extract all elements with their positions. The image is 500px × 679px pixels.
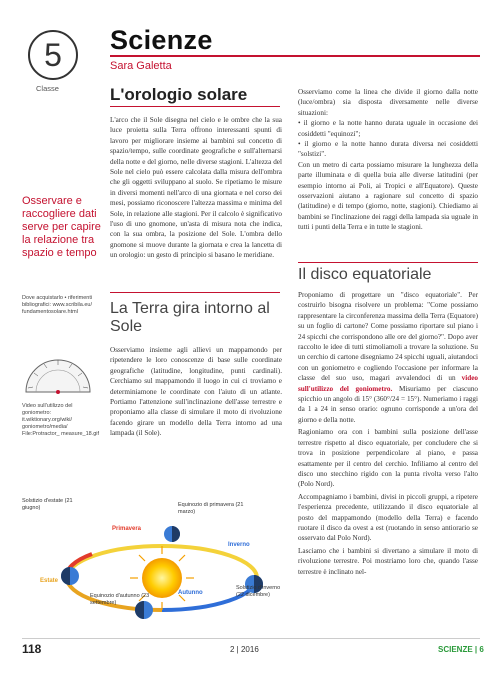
section2-body: [298, 290, 478, 577]
page-number: 118: [22, 642, 42, 656]
class-number: 5: [44, 37, 62, 73]
video-caption: Video sull'utilizzo del goniometro: it.wiktionary.org/wiki/ goniometro/media/ File:Protractor_ measure_18.gif: [22, 403, 100, 437]
class-label: Classe: [36, 84, 59, 93]
section1-title: La Terra gira intorno al Sole: [110, 300, 270, 335]
label-equinox-autumn: Equinozio d'autunno (23 settembre): [90, 593, 150, 606]
label-primavera: Primavera: [112, 526, 142, 532]
footer-rule: [22, 638, 480, 639]
label-estate: Estate: [40, 578, 59, 584]
label-solstice-summer: Solstizio d'estate (21 giugno): [22, 498, 73, 511]
earth-icon-spring: [164, 526, 180, 542]
label-solstice-winter: Solstizio d'inverno (22 dicembre): [236, 585, 281, 598]
sidebar-callout: Osservare e raccogliere dati serve per capire la relazione tra spazio e tempo: [22, 195, 101, 259]
video-link[interactable]: video sull'utilizzo del goniometro.: [298, 374, 478, 393]
right-paragraph-2: Con un metro di carta possiamo misurare la lunghezza della parte illuminata e di quella buia alle diverse latitudini (per esempio intorno ai Poli, ai Tropici e all'Equatore). Queste osservazioni aiutano a ragionare sul concetto di spazio (latitudine) e di tempo (giorno, notte, stagioni). Chiediamo ai bambini se l'inclinazione dei raggi della lampada sia uguale in tutti i punti della Terra e in tutte le stagioni.: [298, 160, 478, 232]
label-inverno: Inverno: [228, 542, 250, 548]
right-column-text: [298, 87, 478, 233]
right-paragraph-1: Osserviamo come la linea che divide il giorno dalla notte (luce/ombra) sia disposta diversamente nelle diverse situazioni:: [298, 88, 478, 117]
article-title: L'orologio solare: [110, 85, 248, 104]
section2-paragraph-1: Proponiamo di progettare un "disco equatoriale". Per costruirlo bisogna risolvere un problema: "Come possiamo rappresentare la circonferenza massima della Terra (Equatore) su un foglio di cartone? Come possiamo riportare sul piano i 24 spicchi che corrispondono alle ore del giorno?". Dopo aver raccolto le idee di tutti stimoliamoli a trovare la soluzione. Su un cerchio di cartone disegniamo 24 spicchi uguali, aiutandoci con un goniometro e cogliendo l'occasione per informare la classe del suo uso, magari avvalendoci di un video sull'utilizzo del goniometro. Misuriamo per ciascuno spicchio un angolo di 15° (360°/24 = 15°). Numeriamo i raggi da 1 a 24 in senso orario: ognuno corrisponde a un'ora del giorno e della notte.: [298, 291, 479, 424]
section1-rule: [110, 292, 280, 293]
section2-paragraph-4: Lasciamo che i bambini si divertano a simulare il moto di rivoluzione terrestre. Poi mostriamo loro che, quando l'asse terrestre è inclinato nel-: [298, 546, 478, 576]
article-intro: L'arco che il Sole disegna nel cielo e le ombre che la sua luce proietta sulla Terra offrono interessanti spunti di lavoro per migliorare insieme ai bambini sul concetto di spazio/tempo, sulle coordinate geografiche e sull'alternarsi della notte e del giorno, nelle diverse stagioni. L'altezza del Sole nel cielo può essere calcolata dalla misura dell'ombra che gli oggetti sviluppano al suolo. Se ripetiamo le misure in diversi momenti nell'arco di una giornata e nel corso dei mesi, possiamo riconoscere l'altezza massima e minima del Sole, in relazione alle stagioni. Per il calcolo è significativo l'uso di uno gnomone, un'asta di misura nota che indica, con la sua ombra, la posizione del Sole. L'ombra dello gnomone si muove durante la giornata e crea la lancetta di un orologio: un gesto di principio si basano le meridiane.: [110, 116, 282, 260]
right-bullet-2: • il giorno e la notte hanno durata diversa nei cosiddetti "solstizi".: [298, 140, 478, 159]
section2-rule: [298, 262, 478, 263]
subject-title: Scienze: [110, 25, 213, 55]
section1-body: Osserviamo insieme agli allievi un mappamondo per ripetendere le loro conoscenze di base sulle coordinate geografiche (latitudine, longitudine, punti cardinali). Cerchiamo sul mappamondo il luogo in cui ci troviamo e determiniamone le coordinate con l'aiuto di un atlante. Portiamo l'attenzione sull'inclinazione dell'asse terrestre e proponiamo alla classe di simulare il moto di rivoluzione facendo girare un modello della Terra intorno ad una lampada (il Sole).: [110, 346, 282, 438]
section2-title: Il disco equatoriale: [298, 266, 432, 283]
earth-icon-summer: [61, 567, 79, 585]
title-rule: [110, 106, 280, 107]
label-autunno: Autunno: [178, 590, 203, 596]
section2-paragraph-2: Ragioniamo ora con i bambini sulla posizione dell'asse terrestre rispetto al disco equatoriale, per concludere che si trova in posizione perpendicolare al piano, e passa esattamente per il centro del cerchio. Infiliamo al centro del disco uno stecchino rigido con la punta rivolta verso l'alto (Polo Nord).: [298, 428, 478, 489]
protractor-image: [22, 348, 94, 398]
sidebar-note: Dove acquistarlo • riferimenti bibliografici: www.scribila.eu/ fundamentosolare.html: [22, 295, 93, 315]
section-tag: SCIENZE | 6: [438, 645, 484, 654]
label-equinox-spring: Equinozio di primavera (21 marzo): [178, 502, 244, 515]
publication-date: 2 | 2016: [230, 645, 259, 654]
author-name: Sara Galetta: [110, 60, 172, 72]
section2-paragraph-3: Accompagniamo i bambini, divisi in piccoli gruppi, a ripetere l'esperienza precedente, utilizzando il disco equatoriale al posto del mappamondo (modello della Terra) e facendo ruotare il disco da ovest a est (ruotando in senso antiorario se osservato dal Polo Nord).: [298, 492, 478, 543]
right-bullet-1: • il giorno e la notte hanno durata uguale in occasione dei cosiddetti "equinozi";: [298, 119, 478, 138]
